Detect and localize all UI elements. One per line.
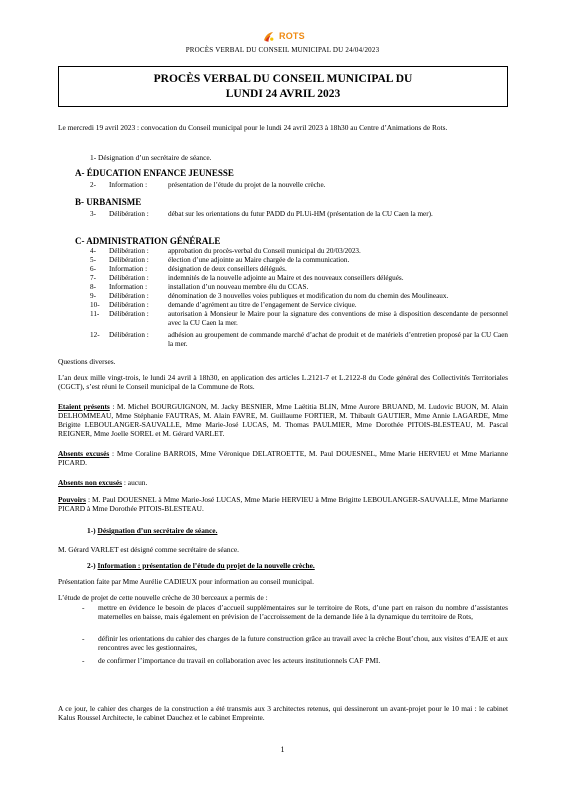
agenda-item-type: Délibération : [109,274,149,282]
agenda-item-number: 3- [90,210,96,218]
agenda-item-description: installation d’un nouveau membre élu du CCAS. [168,283,309,291]
section-heading-a: A- ÉDUCATION ENFANCE JEUNESSE [75,168,234,178]
pouvoirs-label: Pouvoirs [58,495,86,504]
point-2-title: Information : présentation de l’étude du projet de la nouvelle crèche. [97,561,315,570]
rots-logo-icon [262,30,275,43]
intro-paragraph: Le mercredi 19 avril 2023 : convocation du Conseil municipal pour le lundi 24 avril 2023 à 18h30 au Centre d’Animations de Rots. [58,123,448,132]
point-2-bullet: mettre en évidence le besoin de places d’accueil supplémentaires sur le territoire de Rots, d’une part en raison du nombre d’assistantes maternelles en baisse, mais également en prévision de l’accroissement de la demande liée à la dynamique du territoire de Rots, [98,603,508,621]
agenda-item-number: 5- [90,256,96,264]
excuses-label: Absents excusés [58,449,110,458]
agenda-item-description: indemnités de la nouvelle adjointe au Maire et des nouveaux conseillers délégués. [168,274,404,282]
agenda-item-type: Délibération : [109,210,149,218]
agenda-item-description: autorisation à Monsieur le Maire pour la signature des conventions de mise à disposition descendante de personnel avec la CU Caen la mer. [168,310,508,327]
title-line-1: PROCÈS VERBAL DU CONSEIL MUNICIPAL DU [153,73,413,85]
section-heading-c: C- ADMINISTRATION GÉNÉRALE [75,236,221,246]
agenda-item-type: Délibération : [109,247,149,255]
point-2-number: 2-) [87,561,96,570]
nonexcuses-text: : aucun. [122,478,148,487]
opening-paragraph: L’an deux mille vingt-trois, le lundi 24 avril à 18h30, en application des articles L.2121-7 et L.2122-8 du Code général des Collectivités Territoriales (CGCT), s’est réuni le Conseil municipal de la Commune de Rots. [58,373,508,391]
agenda-item-description: élection d’une adjointe au Maire chargée de la communication. [168,256,350,264]
presents-paragraph [58,402,508,438]
agenda-item-number: 12- [90,331,100,339]
point-1-number: 1-) [87,526,96,535]
point-2-bullet: définir les orientations du cahier des charges de la future construction grâce au travail avec la crèche Bout’chou, aux visites d’EAJE et aux rencontres avec les gestionnaires, [98,634,508,652]
agenda-item-type: Information : [109,265,148,273]
pouvoirs-list: : M. Paul DOUESNEL à Mme Marie-José LUCAS, Mme Marie HERVIEU à Mme Brigitte LEBOULANGER-SAUVALLE, Mme Marianne PICARD à Mme Dorothée PITOIS-BLESTEAU. [58,495,508,513]
agenda-item-type: Délibération : [109,256,149,264]
questions-diverses: Questions diverses. [58,357,116,366]
agenda-item-type: Délibération : [109,331,149,339]
agenda-item-number: 9- [90,292,96,300]
page-number: 1 [280,745,285,754]
agenda-item-description: dénomination de 3 nouvelles voies publiques et modification du nom du chemin des Moulineaux. [168,292,449,300]
logo-text: ROTS [279,31,305,41]
agenda-item-number: 10- [90,301,100,309]
point-1-text: M. Gérard VARLET est désigné comme secrétaire de séance. [58,545,240,554]
agenda-item-number: 4- [90,247,96,255]
presents-list: : M. Michel BOURGUIGNON, M. Jacky BESNIER, Mme Laëtitia BLIN, Mme Aurore BRUAND, M. Ludovic BUON, M. Alain DELHOMMEAU, Mme Stéphanie FAUTRAS, M. Alain FAVRE, M. Guillaume FORTIER, M. Thibault GAUTIER, Mme Annie LAGARDE, Mme Brigitte LEBOULANGER-SAUVALLE, Mme Marie-José LUCAS, M. Thomas PAULMIER, Mme Dorothée PITOIS-BLESTEAU, M. Pascal REIGNER, Mme Joelle SOREL et M. Gérard VARLET. [58,402,508,438]
agenda-item-description: demande d’agrément au titre de l’engagement de Service civique. [168,301,357,309]
agenda-item-number: 7- [90,274,96,282]
point-2-closing: A ce jour, le cahier des charges de la construction a été transmis aux 3 architectes retenus, qui dessineront un avant-projet pour le 10 mai : le cabinet Kalus Roussel Architecte, le cabinet Dauchez et le cabinet Empreinte. [58,704,508,722]
agenda-item-description: approbation du procès-verbal du Conseil municipal du 20/03/2023. [168,247,361,255]
point-2-text-1: Présentation faite par Mme Aurélie CADIEUX pour information au conseil municipal. [58,577,314,586]
bullet-dash: - [82,656,85,665]
point-2-bullet: de confirmer l’importance du travail en collaboration avec les acteurs institutionnels CAF PMI. [98,656,381,665]
excuses-paragraph [58,449,508,467]
point-2-heading [87,561,315,570]
agenda-item-type: Délibération : [109,301,149,309]
point-1-heading [87,526,217,535]
section-heading-b: B- URBANISME [75,197,142,207]
point-1-title: Désignation d’un secrétaire de séance. [97,526,218,535]
agenda-item-type: Délibération : [109,310,149,318]
agenda-item-description: présentation de l’étude du projet de la nouvelle crèche. [168,181,326,189]
agenda-item-description: désignation de deux conseillers délégués. [168,265,287,273]
agenda-item-1: 1- Désignation d’un secrétaire de séance. [90,153,212,162]
agenda-item-type: Information : [109,181,148,189]
title-box [58,66,508,107]
agenda-item-number: 8- [90,283,96,291]
agenda-item-number: 6- [90,265,96,273]
nonexcuses-paragraph [58,478,508,487]
presents-label: Etaient présents [58,402,110,411]
bullet-dash: - [82,603,85,612]
agenda-item-number: 2- [90,181,96,189]
bullet-dash: - [82,634,85,643]
agenda-item-description: adhésion au groupement de commande marché d’achat de produit et de matériels d’entretien proposé par la CU Caen la mer. [168,331,508,348]
agenda-item-number: 11- [90,310,100,318]
pouvoirs-paragraph [58,495,508,513]
agenda-item-type: Information : [109,283,148,291]
title-line-2: LUNDI 24 AVRIL 2023 [225,88,341,100]
point-2-text-2: L’étude de projet de cette nouvelle crèche de 30 berceaux a permis de : [58,593,268,602]
agenda-item-type: Délibération : [109,292,149,300]
nonexcuses-label: Absents non excusés [58,478,123,487]
rots-logo [262,29,305,43]
agenda-item-description: débat sur les orientations du futur PADD du PLUi-HM (présentation de la CU Caen la mer). [168,210,433,218]
excuses-list: : Mme Coraline BARROIS, Mme Véronique DELATROETTE, M. Paul DOUESNEL, Mme Marie HERVIEU et Mme Marianne PICARD. [58,449,508,467]
running-header: PROCÈS VERBAL DU CONSEIL MUNICIPAL DU 24/04/2023 [185,46,380,54]
